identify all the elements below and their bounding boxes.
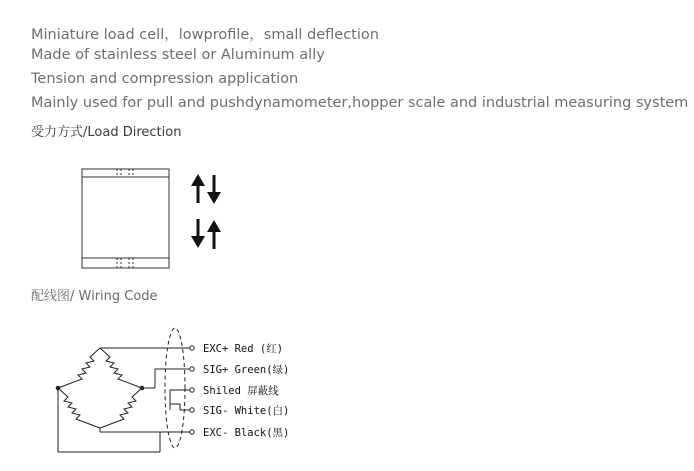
- wire-label-sig-plus: SIG+ Green(绿): [203, 364, 290, 376]
- wire-label-exc-minus: EXC- Black(黑): [203, 427, 290, 439]
- resistor-bottom-left: [58, 388, 100, 428]
- compression-arrows-icon: [191, 219, 221, 249]
- wiring-diagram: [58, 328, 192, 452]
- wire-label-shield: Shiled 屏蔽线: [203, 385, 279, 397]
- wire-label-exc-plus: EXC+ Red (红): [203, 343, 284, 355]
- wiring-code-heading: 配线图/ Wiring Code: [31, 289, 158, 304]
- resistor-bottom-right: [100, 388, 142, 428]
- feature-line-1: Miniature load cell，lowprofile，small deflection: [31, 27, 379, 43]
- feature-line-3: Tension and compression application: [31, 71, 299, 87]
- feature-line-2: Made of stainless steel or Aluminum ally: [31, 47, 325, 63]
- resistor-top-right: [100, 348, 142, 388]
- wire-label-sig-minus: SIG- White(白): [203, 405, 290, 417]
- feature-line-4: Mainly used for pull and pushdynamometer,hopper scale and industrial measuring system: [31, 95, 689, 111]
- load-direction-heading: 受力方式/Load Direction: [31, 125, 182, 140]
- load-cell-drawing: [82, 169, 169, 268]
- resistor-top-left: [58, 348, 100, 388]
- tension-arrows-icon: [191, 174, 221, 204]
